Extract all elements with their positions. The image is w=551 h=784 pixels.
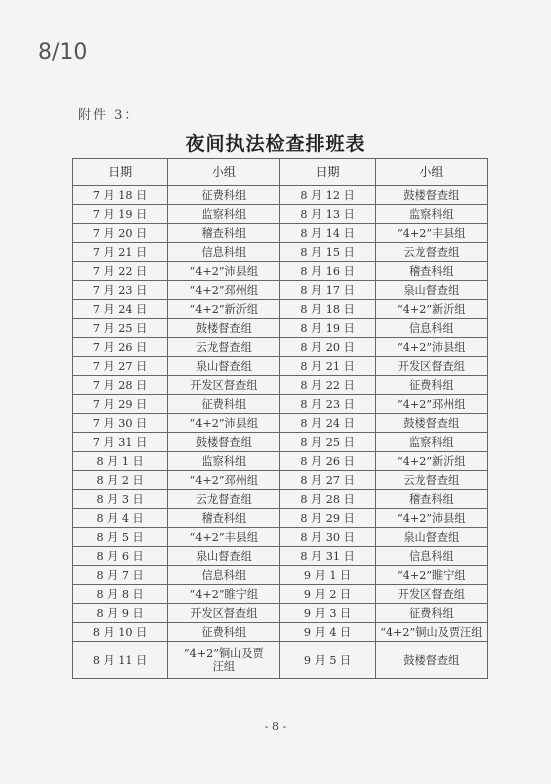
table-row xyxy=(73,262,488,281)
date-cell: 8 月 24 日 xyxy=(280,414,375,433)
group-cell: “4+2”沛县组 xyxy=(168,414,280,433)
table-row xyxy=(73,357,488,376)
group-cell: 开发区督查组 xyxy=(168,376,280,395)
date-cell: 8 月 1 日 xyxy=(73,452,168,471)
group-cell: “4+2”丰县组 xyxy=(375,224,487,243)
header-date-1: 日期 xyxy=(73,159,168,186)
group-cell: 鼓楼督查组 xyxy=(375,642,487,679)
table-row xyxy=(73,224,488,243)
group-cell: “4+2”新沂组 xyxy=(375,300,487,319)
group-cell: “4+2”新沂组 xyxy=(168,300,280,319)
group-cell: 稽查科组 xyxy=(375,262,487,281)
group-cell: 稽查科组 xyxy=(168,509,280,528)
table-row xyxy=(73,395,488,414)
date-cell: 8 月 18 日 xyxy=(280,300,375,319)
group-cell: 监察科组 xyxy=(375,433,487,452)
group-cell: 征费科组 xyxy=(168,186,280,205)
group-cell: 开发区督查组 xyxy=(375,357,487,376)
group-cell: 信息科组 xyxy=(168,243,280,262)
group-cell: 信息科组 xyxy=(168,566,280,585)
group-cell: “4+2”沛县组 xyxy=(375,338,487,357)
date-cell: 8 月 19 日 xyxy=(280,319,375,338)
date-cell: 8 月 2 日 xyxy=(73,471,168,490)
table-row xyxy=(73,452,488,471)
date-cell: 8 月 6 日 xyxy=(73,547,168,566)
date-cell: 9 月 1 日 xyxy=(280,566,375,585)
date-cell: 7 月 29 日 xyxy=(73,395,168,414)
table-row xyxy=(73,281,488,300)
table-header-row xyxy=(73,159,488,186)
date-cell: 8 月 13 日 xyxy=(280,205,375,224)
date-cell: 8 月 4 日 xyxy=(73,509,168,528)
group-cell: 征费科组 xyxy=(168,395,280,414)
group-cell: 云龙督查组 xyxy=(375,243,487,262)
date-cell: 8 月 20 日 xyxy=(280,338,375,357)
date-cell: 8 月 5 日 xyxy=(73,528,168,547)
group-cell: 云龙督查组 xyxy=(168,490,280,509)
group-cell: “4+2”睢宁组 xyxy=(168,585,280,604)
date-cell: 8 月 16 日 xyxy=(280,262,375,281)
date-cell: 7 月 19 日 xyxy=(73,205,168,224)
date-cell: 7 月 24 日 xyxy=(73,300,168,319)
group-cell: 泉山督查组 xyxy=(168,547,280,566)
date-cell: 8 月 3 日 xyxy=(73,490,168,509)
date-cell: 7 月 31 日 xyxy=(73,433,168,452)
date-cell: 7 月 30 日 xyxy=(73,414,168,433)
group-cell: 鼓楼督查组 xyxy=(168,433,280,452)
date-cell: 8 月 10 日 xyxy=(73,623,168,642)
table-row xyxy=(73,528,488,547)
group-cell: 监察科组 xyxy=(375,205,487,224)
date-cell: 9 月 2 日 xyxy=(280,585,375,604)
group-cell: 鼓楼督查组 xyxy=(375,414,487,433)
date-cell: 7 月 22 日 xyxy=(73,262,168,281)
table-row xyxy=(73,205,488,224)
date-cell: 8 月 27 日 xyxy=(280,471,375,490)
date-cell: 8 月 12 日 xyxy=(280,186,375,205)
group-cell: “4+2”铜山及贾 汪组 xyxy=(168,642,280,679)
table-row xyxy=(73,338,488,357)
group-cell: 泉山督查组 xyxy=(375,281,487,300)
date-cell: 8 月 22 日 xyxy=(280,376,375,395)
group-cell: 泉山督查组 xyxy=(375,528,487,547)
group-cell: 稽查科组 xyxy=(375,490,487,509)
table-row xyxy=(73,319,488,338)
group-cell: 鼓楼督查组 xyxy=(168,319,280,338)
group-cell: 稽查科组 xyxy=(168,224,280,243)
group-cell: “4+2”邳州组 xyxy=(168,281,280,300)
table-row xyxy=(73,642,488,679)
group-cell: 信息科组 xyxy=(375,319,487,338)
group-cell: “4+2”沛县组 xyxy=(168,262,280,281)
group-cell: “4+2”邳州组 xyxy=(168,471,280,490)
group-cell: 开发区督查组 xyxy=(168,604,280,623)
group-cell: “4+2”沛县组 xyxy=(375,509,487,528)
date-cell: 8 月 11 日 xyxy=(73,642,168,679)
group-cell: 监察科组 xyxy=(168,452,280,471)
date-cell: 8 月 17 日 xyxy=(280,281,375,300)
table-row xyxy=(73,490,488,509)
group-cell: 征费科组 xyxy=(375,604,487,623)
table-row xyxy=(73,509,488,528)
date-cell: 7 月 28 日 xyxy=(73,376,168,395)
table-row xyxy=(73,547,488,566)
header-group-2: 小组 xyxy=(375,159,487,186)
group-cell: “4+2”睢宁组 xyxy=(375,566,487,585)
table-row xyxy=(73,471,488,490)
date-cell: 7 月 21 日 xyxy=(73,243,168,262)
group-cell: 征费科组 xyxy=(375,376,487,395)
table-row xyxy=(73,585,488,604)
date-cell: 9 月 4 日 xyxy=(280,623,375,642)
group-cell: “4+2”新沂组 xyxy=(375,452,487,471)
table-row xyxy=(73,300,488,319)
group-cell: 开发区督查组 xyxy=(375,585,487,604)
date-cell: 8 月 29 日 xyxy=(280,509,375,528)
date-cell: 8 月 23 日 xyxy=(280,395,375,414)
page-number: - 8 - xyxy=(264,720,287,733)
date-cell: 8 月 30 日 xyxy=(280,528,375,547)
date-cell: 7 月 27 日 xyxy=(73,357,168,376)
date-cell: 7 月 23 日 xyxy=(73,281,168,300)
date-cell: 8 月 25 日 xyxy=(280,433,375,452)
date-cell: 9 月 3 日 xyxy=(280,604,375,623)
date-cell: 7 月 25 日 xyxy=(73,319,168,338)
group-cell: 泉山督查组 xyxy=(168,357,280,376)
group-cell: 云龙督查组 xyxy=(375,471,487,490)
date-cell: 8 月 31 日 xyxy=(280,547,375,566)
date-cell: 7 月 18 日 xyxy=(73,186,168,205)
table-row xyxy=(73,566,488,585)
schedule-table xyxy=(72,158,488,679)
date-cell: 8 月 9 日 xyxy=(73,604,168,623)
group-cell: “4+2”铜山及贾汪组 xyxy=(375,623,487,642)
group-cell: 信息科组 xyxy=(375,547,487,566)
date-cell: 8 月 14 日 xyxy=(280,224,375,243)
table-row xyxy=(73,243,488,262)
table-body xyxy=(73,186,488,679)
attachment-label: 附件 3： xyxy=(78,108,140,123)
date-cell: 9 月 5 日 xyxy=(280,642,375,679)
group-cell: 监察科组 xyxy=(168,205,280,224)
table-row xyxy=(73,186,488,205)
table-row xyxy=(73,623,488,642)
date-cell: 8 月 28 日 xyxy=(280,490,375,509)
date-cell: 8 月 26 日 xyxy=(280,452,375,471)
group-cell: 征费科组 xyxy=(168,623,280,642)
date-cell: 7 月 20 日 xyxy=(73,224,168,243)
group-cell: 云龙督查组 xyxy=(168,338,280,357)
date-cell: 8 月 21 日 xyxy=(280,357,375,376)
page-indicator: 8/10 xyxy=(38,40,88,65)
table-row xyxy=(73,604,488,623)
date-cell: 8 月 8 日 xyxy=(73,585,168,604)
header-date-2: 日期 xyxy=(280,159,375,186)
header-group-1: 小组 xyxy=(168,159,280,186)
date-cell: 8 月 7 日 xyxy=(73,566,168,585)
table-row xyxy=(73,376,488,395)
date-cell: 8 月 15 日 xyxy=(280,243,375,262)
group-cell: “4+2”丰县组 xyxy=(168,528,280,547)
date-cell: 7 月 26 日 xyxy=(73,338,168,357)
document-title: 夜间执法检查排班表 xyxy=(185,133,366,155)
table-row xyxy=(73,414,488,433)
table-row xyxy=(73,433,488,452)
group-cell: 鼓楼督查组 xyxy=(375,186,487,205)
group-cell: “4+2”邳州组 xyxy=(375,395,487,414)
